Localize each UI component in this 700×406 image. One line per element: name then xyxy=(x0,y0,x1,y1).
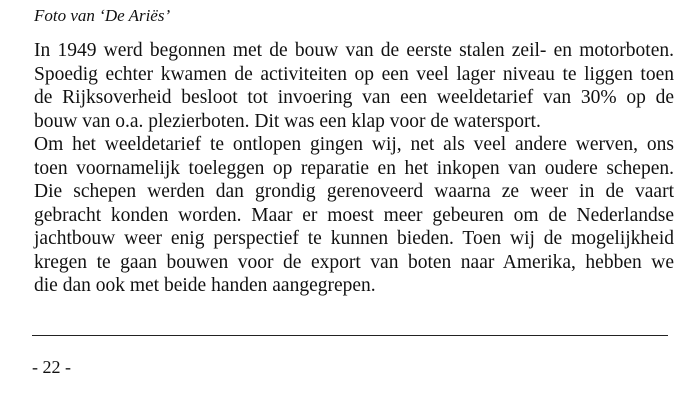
paragraph-line: kregen te gaan bouwen voor de export van boten naar Amerika, hebben we xyxy=(34,251,674,273)
paragraph-line: gebracht konden worden. Maar er moest meer gebeuren om de Nederlandse xyxy=(34,204,674,226)
footer-divider xyxy=(32,335,668,336)
photo-caption: Foto van ‘De Ariës’ xyxy=(34,6,171,25)
paragraph-line: Die schepen werden dan grondig gerenoveerd waarna ze weer in de vaart xyxy=(34,181,674,202)
paragraph-line: Spoedig echter kwamen de activiteiten op een veel lager niveau te liggen toen xyxy=(34,63,674,85)
page-number: - 22 - xyxy=(32,357,71,377)
paragraph-line: toen voornamelijk toeleggen op reparatie en het inkopen van oudere schepen. xyxy=(34,157,674,179)
paragraph-line: de Rijksoverheid besloot tot invoering van een weeldetarief van 30% op de xyxy=(34,87,674,108)
body-paragraph xyxy=(34,39,674,298)
paragraph-line: die dan ook met beide handen aangegrepen. xyxy=(34,275,376,296)
paragraph-line: Om het weeldetarief te ontlopen gingen wij, net als veel andere werven, ons xyxy=(34,134,674,155)
paragraph-line: bouw van o.a. plezierboten. Dit was een klap voor de watersport. xyxy=(34,110,541,132)
paragraph-line: jachtbouw weer enig perspectief te kunnen bieden. Toen wij de mogelijkheid xyxy=(34,228,674,249)
paragraph-line: In 1949 werd begonnen met de bouw van de eerste stalen zeil- en motorboten. xyxy=(34,40,674,61)
